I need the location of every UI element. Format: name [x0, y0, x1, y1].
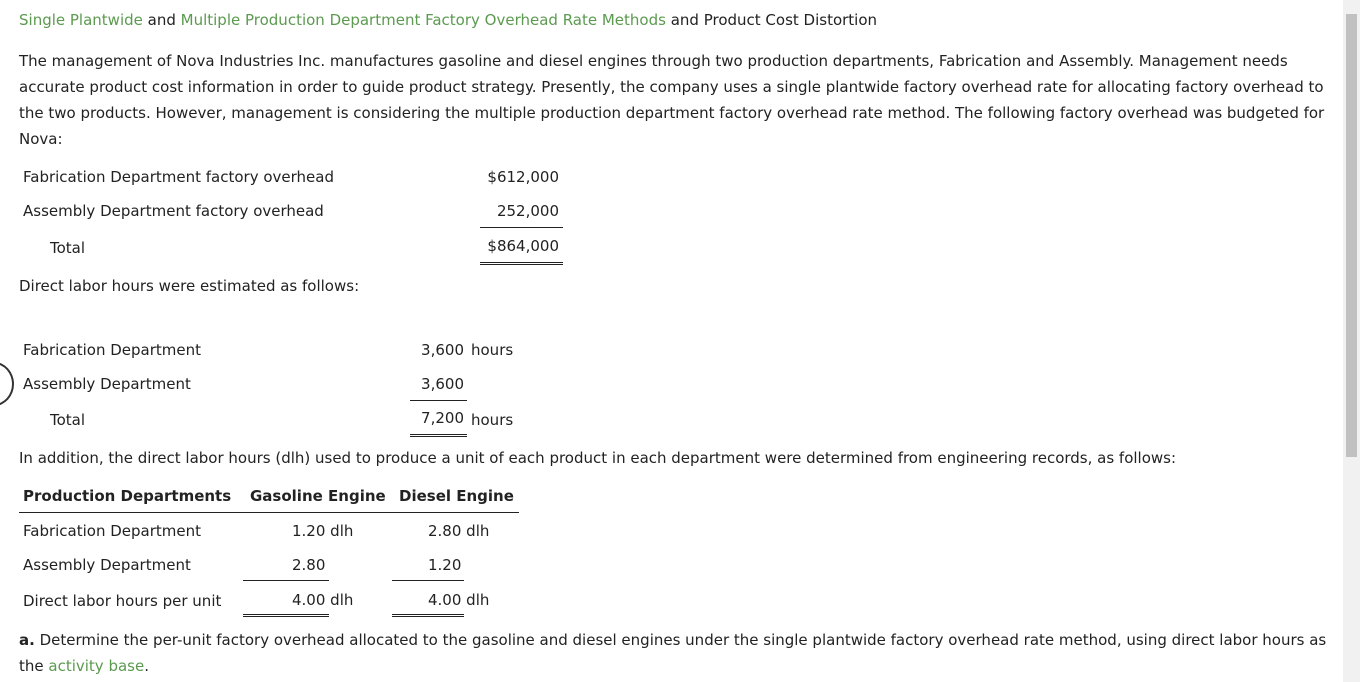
table-row-label: Fabrication Department	[23, 522, 202, 540]
question-text: Determine the per-unit factory overhead allocated to the gasoline and diesel engines under the single plantwide factory overhead rate method, using direct labor hours as the	[19, 631, 1327, 675]
dlh-row-value: 3,600	[421, 341, 464, 359]
partial-circle-marker	[0, 362, 14, 406]
table-row-label: Direct labor hours per unit	[23, 592, 222, 610]
title-link-single-plantwide[interactable]: Single Plantwide	[19, 11, 143, 29]
dlh-row-label: Fabrication Department	[23, 341, 202, 359]
table-row-label: Assembly Department	[23, 556, 191, 574]
title-link-multiple-department[interactable]: Multiple Production Department Factory Overhead Rate Methods	[180, 11, 666, 29]
overhead-total-double-rule	[480, 262, 563, 265]
question-letter: a.	[19, 631, 35, 649]
gasoline-total-double-rule	[243, 614, 329, 617]
dlh-row-label: Assembly Department	[23, 375, 191, 393]
table-header-departments: Production Departments	[23, 487, 232, 505]
intro-paragraph: The management of Nova Industries Inc. manufactures gasoline and diesel engines through two production departments, Fabrication and Assembly. Management needs accurate product cost information in order to guide product strategy. Presently, the company uses a single plantwide factory overhead rate for allocating factory overhead to the two products. However, management is considering the multiple production department factory overhead rate method. The following factory overhead was budgeted for Nova:	[19, 52, 1325, 148]
overhead-row-value: $612,000	[487, 168, 559, 186]
addition-text: In addition, the direct labor hours (dlh) used to produce a unit of each product in each department were determined from engineering records, as follows:	[19, 449, 1177, 467]
table-cell-gasoline: 1.20 dlh	[292, 522, 354, 540]
table-header-gasoline: Gasoline Engine	[250, 487, 386, 505]
diesel-total-double-rule	[392, 614, 464, 617]
gasoline-subtotal-rule	[243, 580, 329, 581]
table-cell-gasoline: 4.00 dlh	[292, 591, 354, 609]
dlh-row-unit: hours	[471, 341, 514, 359]
page-title	[19, 10, 877, 30]
dlh-row-value: 3,600	[421, 375, 464, 393]
overhead-row-label: Fabrication Department factory overhead	[23, 168, 335, 186]
overhead-total-label: Total	[50, 239, 86, 257]
dlh-total-value: 7,200	[421, 409, 464, 427]
dlh-intro-text: Direct labor hours were estimated as follows:	[19, 277, 360, 295]
overhead-subtotal-rule	[480, 227, 563, 228]
dlh-total-double-rule	[410, 434, 467, 437]
overhead-row-value: 252,000	[496, 202, 559, 220]
dlh-subtotal-rule	[410, 400, 467, 401]
table-cell-diesel: 4.00 dlh	[428, 591, 490, 609]
activity-base-link[interactable]: activity base	[48, 657, 145, 675]
dlh-total-label: Total	[50, 411, 86, 429]
overhead-total-value: $864,000	[487, 237, 559, 255]
question-end: .	[144, 657, 149, 675]
diesel-subtotal-rule	[392, 580, 464, 581]
title-connector: and	[142, 11, 181, 29]
title-rest: and Product Cost Distortion	[665, 11, 878, 29]
scrollbar-thumb[interactable]	[1346, 14, 1357, 457]
question-a	[19, 627, 1331, 679]
table-cell-diesel: 2.80 dlh	[428, 522, 490, 540]
table-header-diesel: Diesel Engine	[399, 487, 514, 505]
dlh-total-unit: hours	[471, 411, 514, 429]
table-cell-gasoline: 2.80	[292, 556, 326, 574]
table-header-rule	[19, 512, 519, 513]
table-cell-diesel: 1.20	[428, 556, 462, 574]
overhead-row-label: Assembly Department factory overhead	[23, 202, 324, 220]
